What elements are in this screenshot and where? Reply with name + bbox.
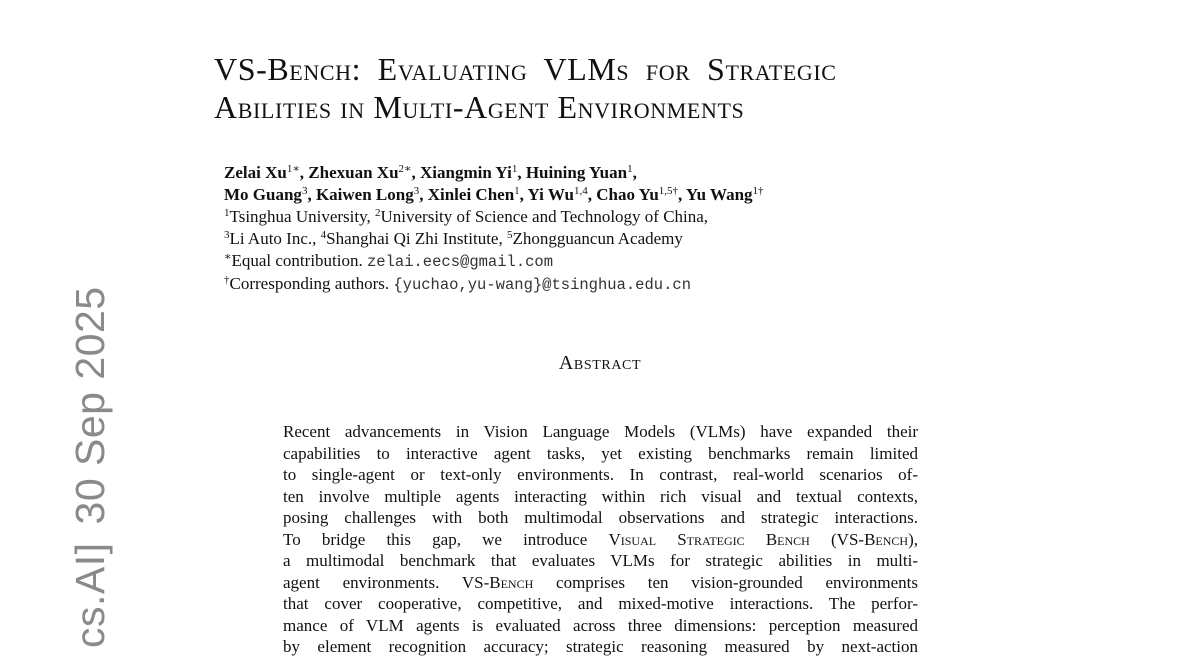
- paper-title: [214, 50, 1004, 126]
- affiliation: $^2$University of Science and Technology of China,: [375, 207, 709, 226]
- abstract-line: Recent advancements in Vision Language Models (VLMs) have expanded their: [283, 422, 918, 441]
- abstract-line: to single-agent or text-only environments. In contrast, real-world scenarios of-: [283, 465, 918, 484]
- abstract-line: capabilities to interactive agent tasks, yet existing benchmarks remain limited: [283, 443, 918, 463]
- author-name: Chao $Yu^{1,5\dagger}$,: [596, 185, 686, 204]
- author-list-row-2: [224, 184, 984, 206]
- abstract-line: a multimodal benchmark that evaluates VLMs for strategic abilities in multi-: [283, 551, 918, 570]
- abstract-line: agent environments. VS-Bench comprises ten vision-grounded environments: [283, 572, 918, 592]
- arxiv-category: cs.AI]: [67, 542, 113, 648]
- author-name: Xiangmin Yi$^1$,: [420, 163, 526, 182]
- corresponding-authors-note: †Corresponding authors. {yuchao,yu-wang}@tsinghua.edu.cn: [224, 274, 691, 294]
- author-name: Kaiwen Long$^3$,: [315, 185, 428, 204]
- equal-contribution-note: ∗Equal contribution. zelai.eecs@gmail.com: [224, 251, 554, 271]
- author-name: Yi Wu$^{1,4}$,: [527, 185, 597, 204]
- author-name: Zelai $Xu^{1∗}$,: [224, 163, 309, 182]
- abstract-line: posing challenges with both multimodal observations and strategic interactions.: [283, 508, 918, 527]
- contact-email[interactable]: zelai.eecs@gmail.com: [367, 253, 554, 271]
- title-line-1: VS-Bench: Evaluating VLMs for Strategic: [214, 51, 837, 87]
- author-name: Huining Yuan$^1$,: [525, 163, 637, 182]
- author-name: Zhexuan $Xu^{2∗}$,: [308, 163, 421, 182]
- arxiv-sidebar-identifier: [67, 286, 113, 648]
- arxiv-date: 30 Sep 2025: [67, 286, 113, 525]
- abstract-line: To bridge this gap, we introduce Visual Strategic Bench (VS-Bench),: [283, 529, 918, 549]
- affiliations-row-2: [224, 228, 984, 250]
- corresponding-email[interactable]: {yuchao,yu-wang}@tsinghua.edu.cn: [393, 276, 691, 294]
- abstract-line: mance of VLM agents is evaluated across three dimensions: perception measured: [283, 615, 918, 635]
- author-list-row-1: [224, 162, 984, 184]
- author-block: [224, 162, 984, 296]
- abstract-line: that cover cooperative, competitive, and mixed-motive interactions. The perfor-: [283, 594, 918, 613]
- abstract-heading: Abstract: [558, 352, 642, 374]
- affiliation: $^5$Zhongguancun Academy: [506, 229, 683, 248]
- affiliation: $^1$Tsinghua University,: [224, 207, 375, 226]
- author-name: Xinlei Chen$^1$,: [427, 185, 528, 204]
- title-line-2: Abilities in Multi-Agent Environments: [214, 89, 745, 125]
- abstract-body: [283, 421, 918, 658]
- author-name: Yu Wang$^{1\dagger}$: [685, 185, 764, 204]
- affiliations-row-1: [224, 206, 984, 228]
- abstract-line: by element recognition accuracy; strategic reasoning measured by next-action: [283, 637, 918, 656]
- affiliation: $^4$Shanghai Qi Zhi Institute,: [320, 229, 507, 248]
- author-name: Mo Guang$^3$,: [224, 185, 316, 204]
- affiliation: $^3$Li Auto Inc.,: [224, 229, 321, 248]
- abstract-line: ten involve multiple agents interacting within rich visual and textual contexts,: [283, 486, 918, 506]
